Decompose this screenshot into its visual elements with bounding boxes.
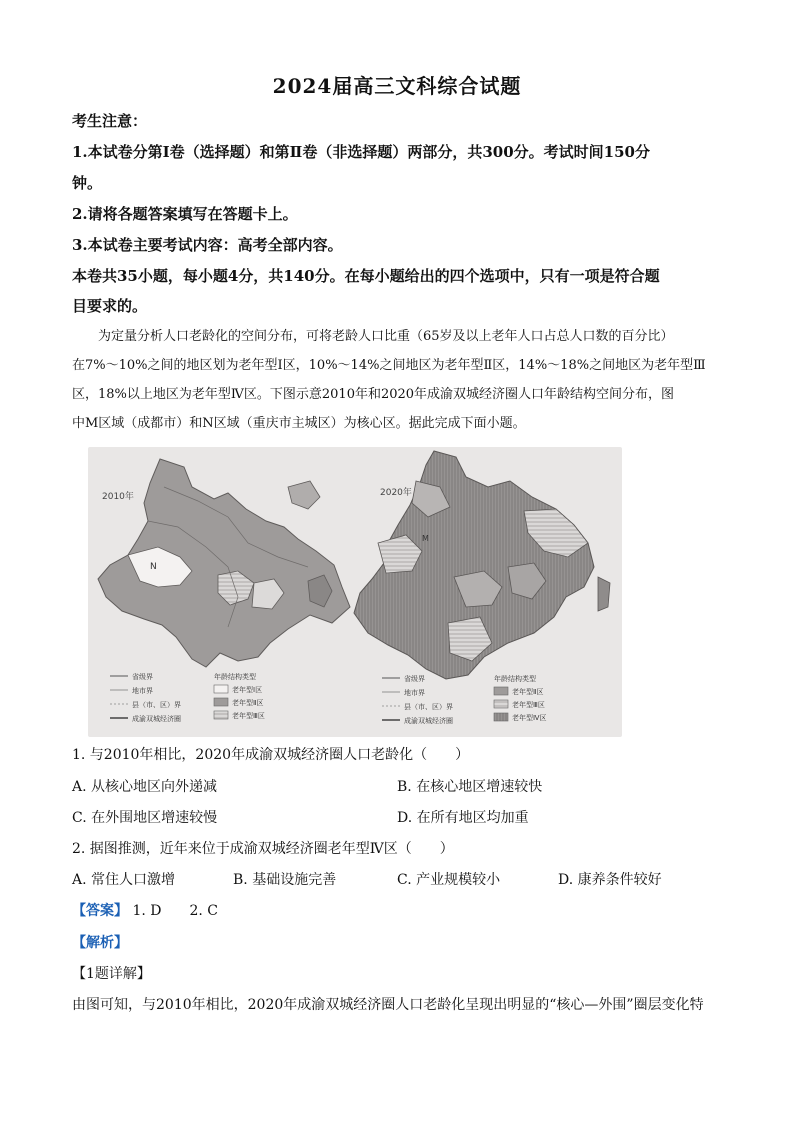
legend-2010 [110,672,265,723]
map-2010-year-label: 2010年 [102,492,134,502]
answer-tag: 【答案】 [72,903,128,919]
legend-2010-type-2: 老年型Ⅱ区 [232,699,264,707]
notice-item-2: 2.请将各题答案填写在答题卡上。 [72,205,298,223]
question-1-option-b: B. 在核心地区增速较快 [397,779,543,795]
map-2010 [98,459,350,667]
legend-2020-zone: 成渝双城经济圈 [404,717,453,725]
answer-text: 1. D 2. C [132,903,219,919]
notice-item-1: 1.本试卷分第Ⅰ卷（选择题）和第Ⅱ卷（非选择题）两部分，共300分。考试时间150分 [72,143,650,161]
section-intro: 本卷共35小题，每小题4分，共140分。在每小题给出的四个选项中，只有一项是符合题 [72,267,660,285]
question-2-option-c: C. 产业规模较小 [397,872,501,888]
question-1-option-a: A. 从核心地区向外递减 [72,779,218,795]
question-1-option-d: D. 在所有地区均加重 [397,810,529,826]
passage-line-4: 中M区域（成都市）和N区域（重庆市主城区）为核心区。据此完成下面小题。 [72,416,526,431]
legend-2020-type-4: 老年型Ⅳ区 [512,714,547,722]
question-2-option-b: B. 基础设施完善 [233,872,337,888]
analysis-line [72,932,128,952]
passage-line-2: 在7%～10%之间的地区划为老年型Ⅰ区，10%～14%之间地区为老年型Ⅱ区，14%～18%之间地区为老年型Ⅲ [72,358,706,373]
map-figure-svg [88,447,622,737]
notice-item-3: 3.本试卷主要考试内容：高考全部内容。 [72,236,343,254]
legend-2010-city: 地市界 [132,687,153,695]
analysis-tag: 【解析】 [72,935,128,951]
legend-2010-zone: 成渝双城经济圈 [132,715,181,723]
map-2020-label-m: M [422,534,429,543]
question-2-stem: 2. 据图推测，近年来位于成渝双城经济圈老年型Ⅳ区（ ） [72,841,454,857]
passage [72,322,722,438]
map-2020 [354,451,610,679]
map-2010-label-n: N [150,562,157,572]
legend-2020-county: 县（市、区）界 [404,703,453,711]
detail-text: 由图可知，与2010年相比，2020年成渝双城经济圈人口老龄化呈现出明显的“核心—外围”圈层变化特 [72,997,704,1013]
legend-2020-type-title: 年龄结构类型 [494,675,536,683]
legend-2010-type-3: 老年型Ⅲ区 [232,712,265,720]
question-1-stem: 1. 与2010年相比，2020年成渝双城经济圈人口老龄化（ ） [72,747,470,763]
legend-2010-type-1: 老年型Ⅰ区 [232,686,263,694]
notice-heading: 考生注意： [72,112,148,130]
question-2-option-d: D. 康养条件较好 [558,872,662,888]
answer-line [72,900,218,920]
passage-line-3: 区，18%以上地区为老年型Ⅳ区。下图示意2010年和2020年成渝双城经济圈人口年龄结构空间分布，图 [72,387,675,402]
legend-2010-province: 省级界 [132,673,153,681]
legend-2020-type-3: 老年型Ⅲ区 [512,701,545,709]
section-intro-cont: 目要求的。 [72,297,148,315]
legend-2020-type-2: 老年型Ⅱ区 [512,688,544,696]
map-figure [88,447,622,737]
legend-2010-county: 县（市、区）界 [132,701,181,709]
question-1-option-c: C. 在外围地区增速较慢 [72,810,218,826]
legend-2010-type-title: 年龄结构类型 [214,673,256,681]
notice-item-1-cont: 钟。 [72,174,103,192]
detail-heading: 【1题详解】 [72,966,151,982]
legend-2020 [382,674,546,725]
legend-2020-province: 省级界 [404,675,425,683]
passage-line-1: 为定量分析人口老龄化的空间分布，可将老龄人口比重（65岁及以上老年人口占总人口数的百分比） [98,329,674,344]
page-title: 2024届高三文科综合试题 [272,74,522,98]
question-2-option-a: A. 常住人口激增 [72,872,176,888]
legend-2020-city: 地市界 [404,689,425,697]
map-2020-year-label: 2020年 [380,488,412,498]
